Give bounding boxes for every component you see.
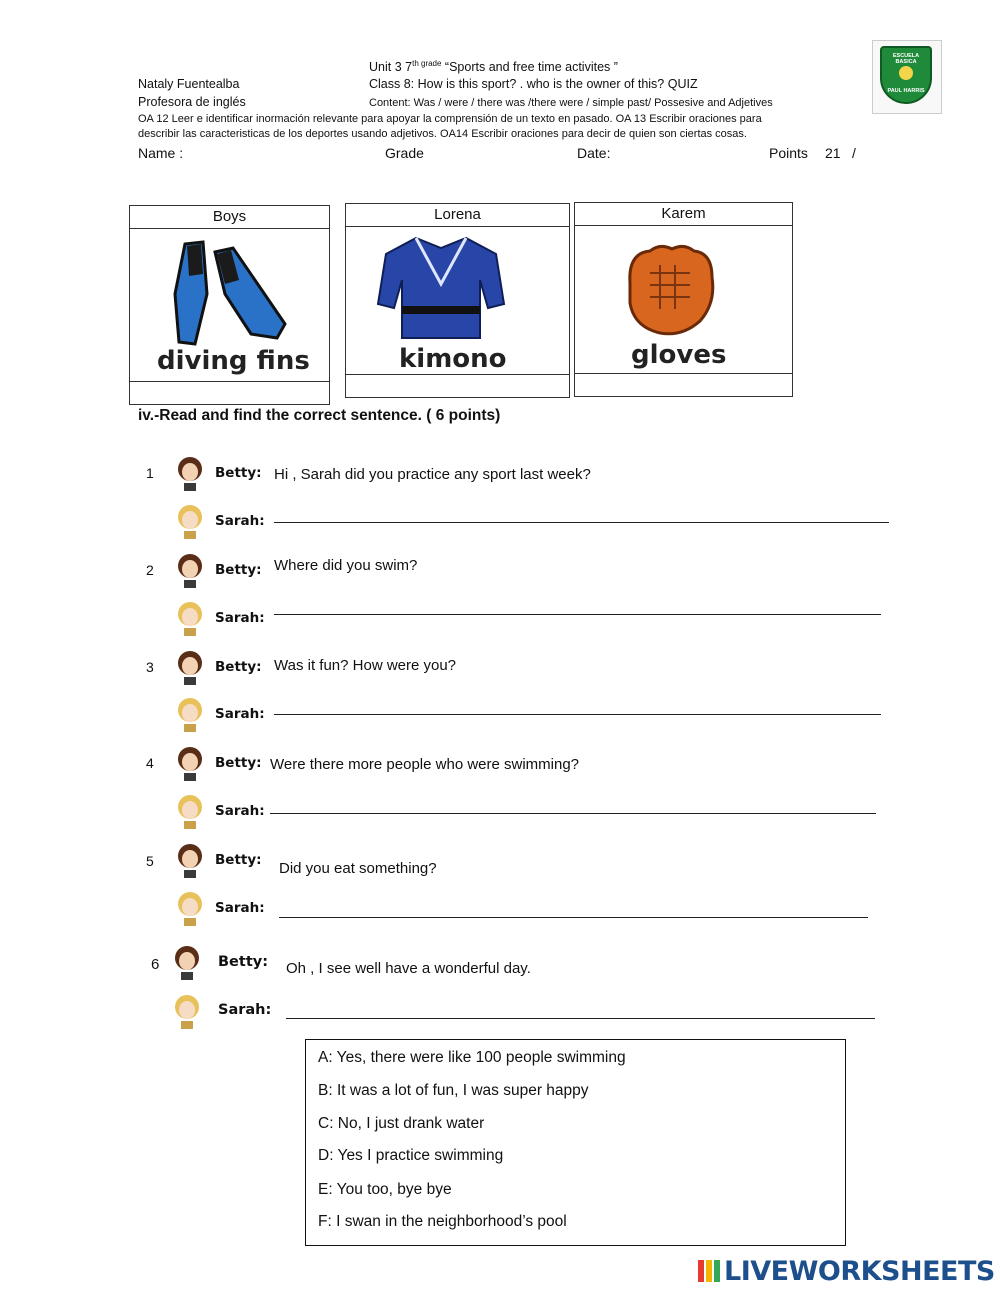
speaker-betty: Betty: [218, 954, 268, 970]
item-label: gloves [631, 340, 727, 370]
question-text: Was it fun? How were you? [274, 657, 457, 674]
speaker-betty: Betty: [215, 659, 262, 675]
liveworksheets-brand[interactable]: LIVEWORKSHEETS [724, 1256, 995, 1287]
answer-option-a: A: Yes, there were like 100 people swimming [318, 1049, 626, 1066]
speaker-sarah: Sarah: [218, 1002, 272, 1018]
speaker-sarah: Sarah: [215, 803, 265, 819]
speaker-betty: Betty: [215, 852, 262, 868]
speaker-sarah: Sarah: [215, 900, 265, 916]
sarah-avatar-icon [175, 598, 205, 636]
answer-line[interactable] [274, 522, 889, 523]
answer-line[interactable] [274, 714, 881, 715]
grade-label: Grade [385, 145, 424, 161]
betty-avatar-icon [175, 550, 205, 588]
owner-name: Karem [575, 203, 792, 226]
baseball-glove-icon [620, 243, 720, 338]
answer-option-c: C: No, I just drank water [318, 1115, 485, 1132]
sarah-avatar-icon [175, 501, 205, 539]
answer-option-b: B: It was a lot of fun, I was super happy [318, 1082, 589, 1099]
sarah-avatar-icon [172, 991, 202, 1029]
speaker-sarah: Sarah: [215, 706, 265, 722]
sarah-avatar-icon [175, 888, 205, 926]
points-slash: / [852, 145, 856, 161]
date-label: Date: [577, 145, 611, 161]
answer-option-f: F: I swan in the neighborhood’s pool [318, 1213, 567, 1230]
sarah-avatar-icon [175, 791, 205, 829]
name-label: Name : [138, 145, 184, 161]
speaker-sarah: Sarah: [215, 513, 265, 529]
objectives-line-1: OA 12 Leer e identificar inormación relevante para apoyar la comprensión de un texto en pasado. OA 13 Escribir oraciones para [138, 113, 762, 125]
kimono-icon [376, 234, 506, 344]
betty-avatar-icon [175, 743, 205, 781]
answer-line[interactable] [279, 917, 868, 918]
objectives-line-2: describir las caracteristicas de los deportes usando adjetivos. OA14 Escribir oraciones para decir de quien son ciertas cosas. [138, 128, 747, 140]
content-line: Content: Was / were / there was /there were / simple past/ Possesive and Adjetives [369, 97, 773, 109]
question-text: Where did you swim? [274, 557, 418, 574]
betty-avatar-icon [172, 942, 202, 980]
betty-avatar-icon [175, 647, 205, 685]
dialogue-number: 1 [146, 465, 154, 481]
question-text: Hi , Sarah did you practice any sport last week? [274, 466, 591, 483]
speaker-betty: Betty: [215, 562, 262, 578]
answer-line[interactable] [274, 614, 881, 615]
answer-option-d: D: Yes I practice swimming [318, 1147, 504, 1164]
teacher-role: Profesora de inglés [138, 95, 246, 109]
question-text: Did you eat something? [279, 860, 437, 877]
item-label: kimono [399, 344, 507, 374]
answer-options-box [305, 1039, 846, 1246]
task-title: iv.-Read and find the correct sentence. ( 6 points) [138, 407, 501, 424]
answer-blank[interactable] [575, 373, 792, 396]
liveworksheets-logo-icon [698, 1260, 720, 1282]
answer-line[interactable] [286, 1018, 875, 1019]
owner-card-boys [129, 205, 330, 405]
dialogue-number: 5 [146, 853, 154, 869]
sarah-avatar-icon [175, 694, 205, 732]
class-line: Class 8: How is this sport? . who is the owner of this? QUIZ [369, 77, 698, 91]
item-label: diving fins [157, 346, 310, 376]
dialogue-number: 3 [146, 659, 154, 675]
dialogue-number: 6 [151, 956, 160, 973]
diving-fins-icon [165, 234, 295, 349]
owner-card-lorena [345, 203, 570, 398]
owner-card-karem [574, 202, 793, 397]
teacher-name: Nataly Fuentealba [138, 77, 240, 91]
unit-title: Unit 3 $7^{th grade}$ “Sports and free time activites ” [369, 59, 618, 75]
answer-option-e: E: You too, bye bye [318, 1181, 452, 1198]
points-label: Points [769, 145, 808, 161]
answer-blank[interactable] [130, 381, 329, 404]
question-text: Oh , I see well have a wonderful day. [286, 960, 531, 977]
speaker-sarah: Sarah: [215, 610, 265, 626]
speaker-betty: Betty: [215, 465, 262, 481]
answer-line[interactable] [270, 813, 876, 814]
dialogue-number: 4 [146, 755, 154, 771]
question-text: Were there more people who were swimming? [270, 756, 580, 773]
points-value: 21 [825, 145, 841, 161]
betty-avatar-icon [175, 840, 205, 878]
answer-blank[interactable] [346, 374, 569, 397]
school-shield-icon: ESCUELA BASICA PAUL HARRIS [880, 46, 932, 104]
betty-avatar-icon [175, 453, 205, 491]
owner-name: Lorena [346, 204, 569, 227]
owner-name: Boys [130, 206, 329, 229]
dialogue-number: 2 [146, 562, 154, 578]
speaker-betty: Betty: [215, 755, 262, 771]
